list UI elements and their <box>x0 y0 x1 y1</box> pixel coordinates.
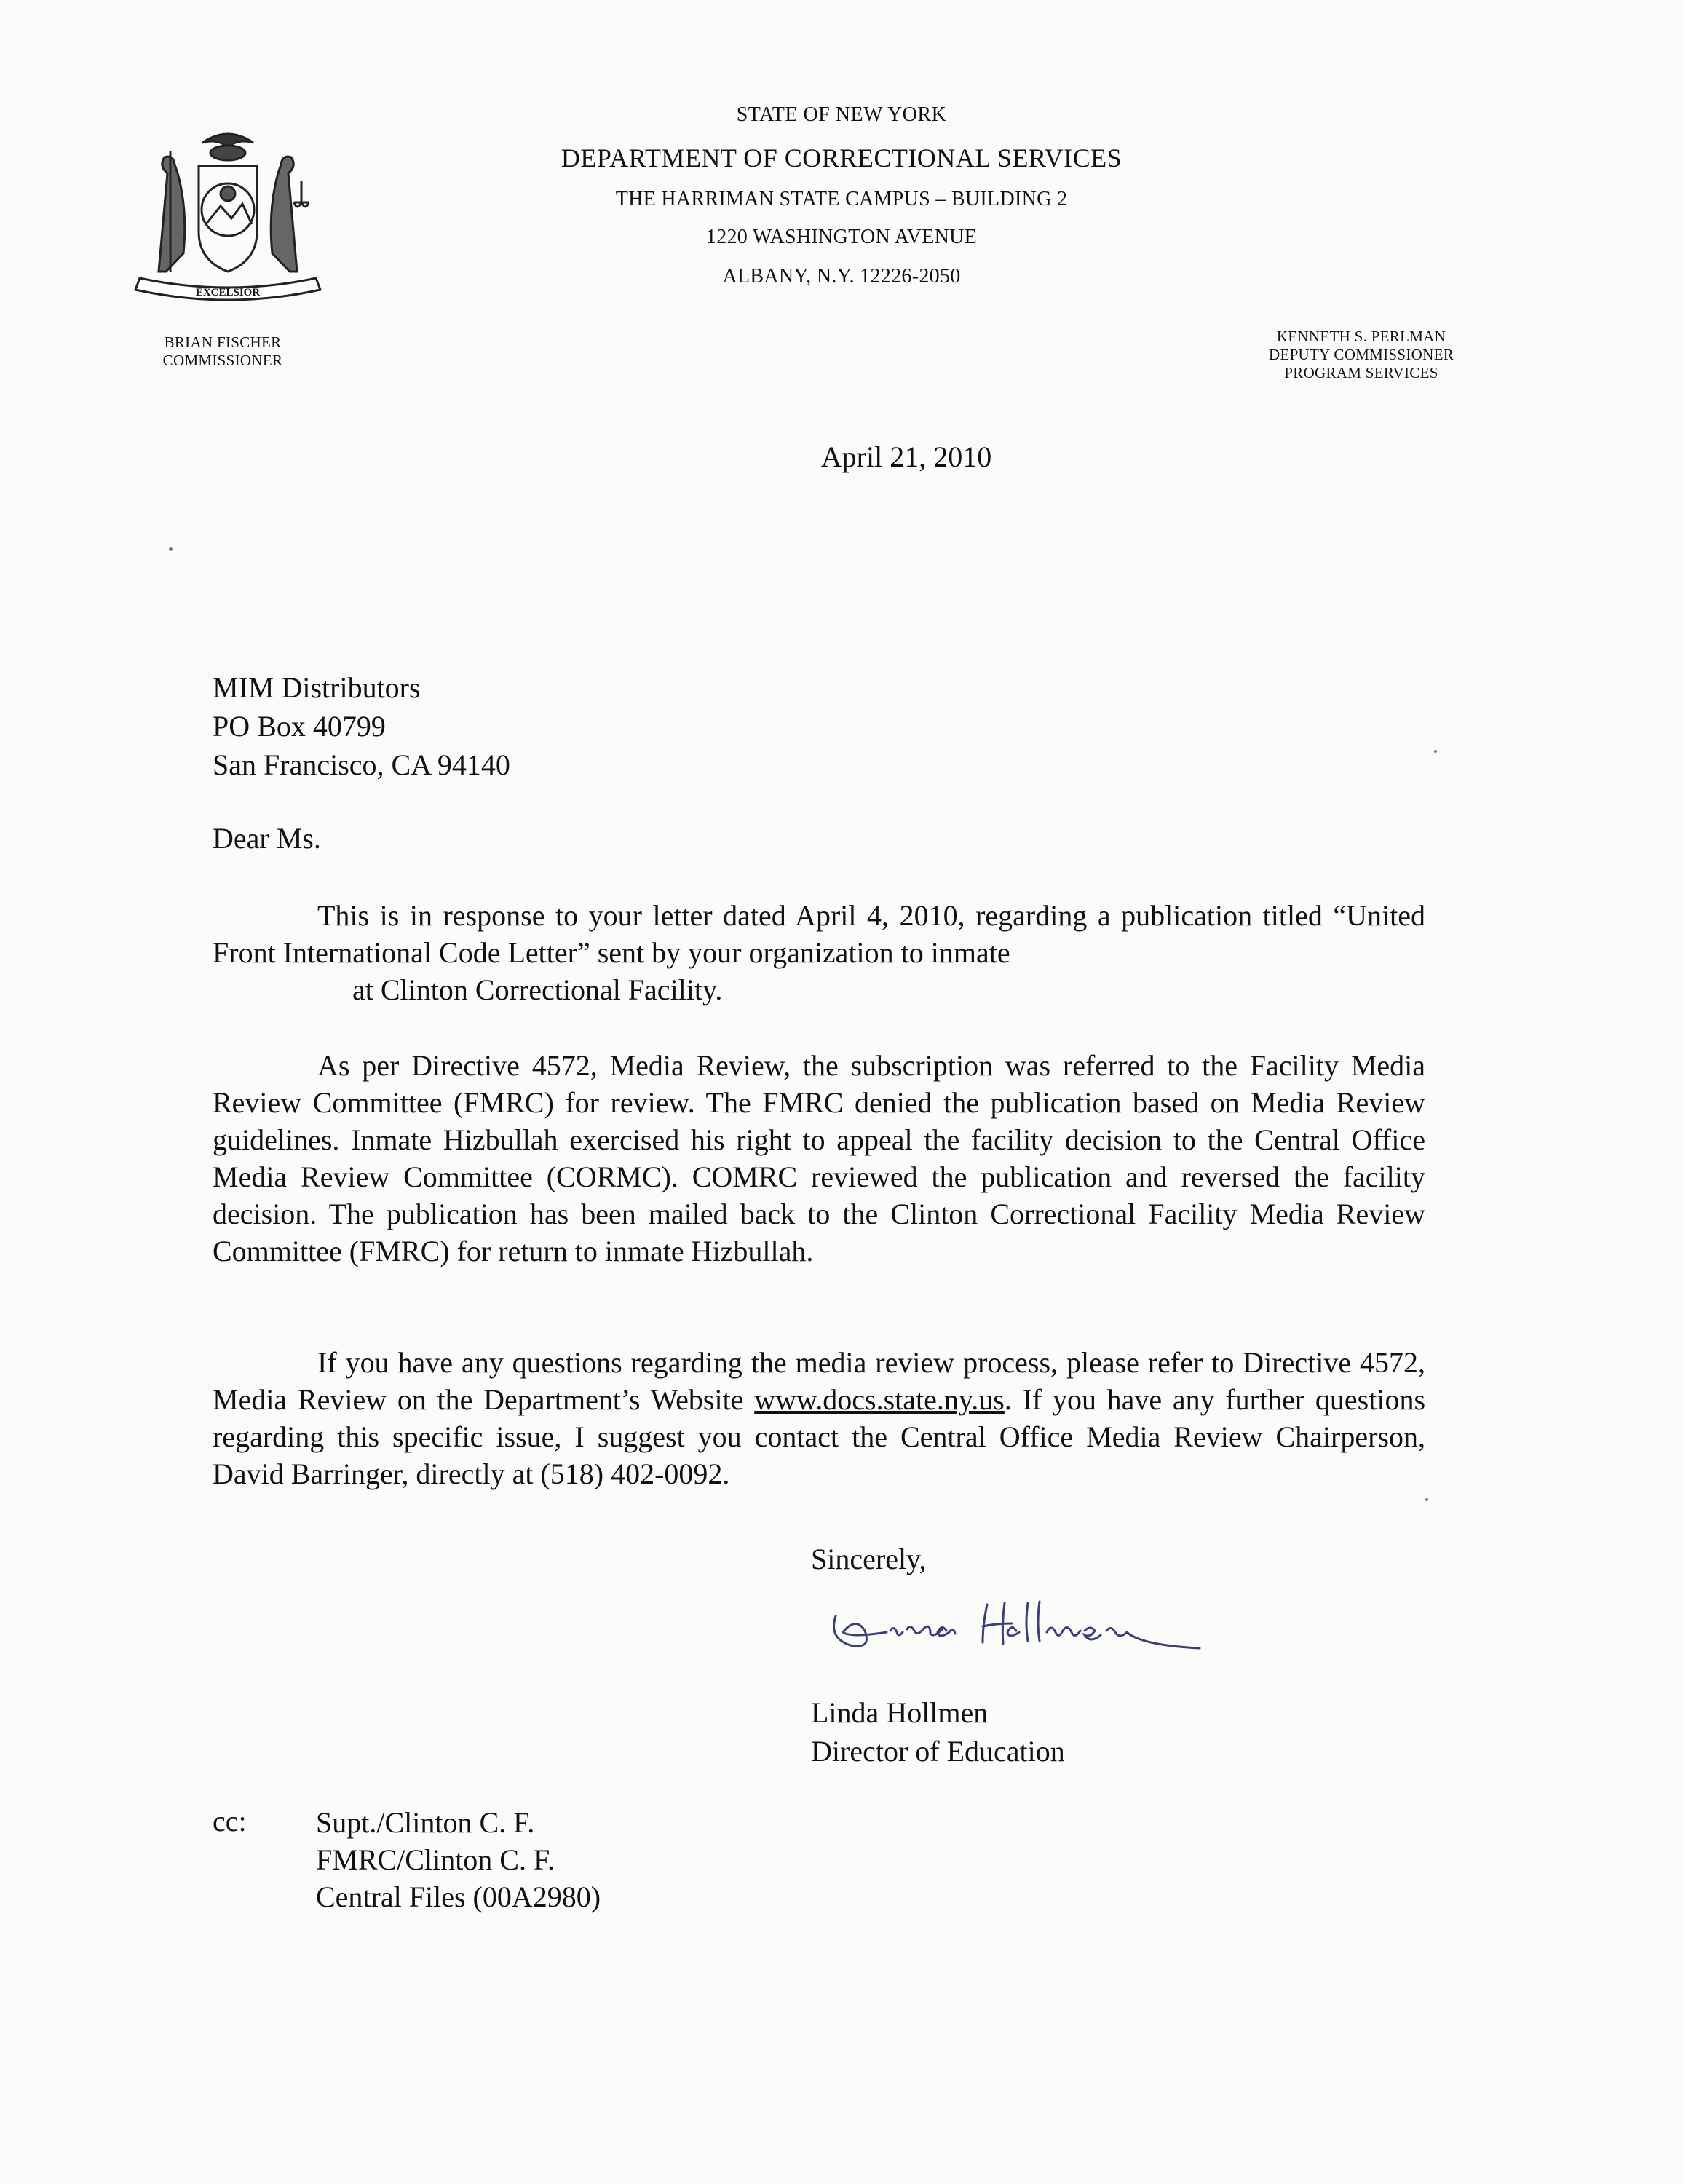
cc-list <box>316 1804 601 1915</box>
letterhead-state: STATE OF NEW YORK <box>736 103 947 126</box>
paragraph-3-text-b: . If you have any further questions regarding this specific issue, I suggest you contact the Central Office Media Review Chairperson, David Barringer, directly at (518) 402-0092. <box>213 1383 1426 1490</box>
paragraph-1 <box>213 897 1425 1008</box>
website-link[interactable]: www.docs.state.ny.us <box>754 1383 1005 1416</box>
letter-date: April 21, 2010 <box>820 440 992 473</box>
cc-item: Central Files (00A2980) <box>316 1880 601 1913</box>
right-official <box>1252 328 1470 382</box>
left-official-name: BRIAN FISCHER <box>164 333 282 351</box>
paragraph-2-text: As per Directive 4572, Media Review, the subscription was referred to the Facility Media Review Committee (FMRC) for review. The FMRC denied the publication based on Media Review guidelines. Inmate Hizbullah exercised his right to appeal the facility decision to the Central Office Media Review Committee (CORMC). COMRC reviewed the publication and reversed the facility decision. The publication has been mailed back to the Clinton Correctional Facility Media Review Committee (FMRC) for return to inmate Hizbullah. <box>213 1049 1425 1267</box>
paragraph-1-text-b: at Clinton Correctional Facility. <box>352 973 723 1006</box>
recipient-line-2: PO Box 40799 <box>213 710 386 743</box>
signer-title: Director of Education <box>811 1735 1065 1768</box>
salutation: Dear Ms. <box>213 822 321 855</box>
letterhead-city: ALBANY, N.Y. 12226-2050 <box>722 265 961 288</box>
closing: Sincerely, <box>811 1543 927 1575</box>
cc-item: FMRC/Clinton C. F. <box>316 1843 555 1876</box>
recipient-address <box>213 668 510 784</box>
scan-speck <box>1434 750 1437 753</box>
svg-text:EXCELSIOR: EXCELSIOR <box>195 287 261 298</box>
signer-name: Linda Hollmen <box>811 1696 989 1729</box>
right-official-name: KENNETH S. PERLMAN <box>1276 328 1446 345</box>
cc-label: cc: <box>213 1805 247 1837</box>
letterhead-campus: THE HARRIMAN STATE CAMPUS – BUILDING 2 <box>615 188 1068 210</box>
letterhead-street: 1220 WASHINGTON AVENUE <box>705 226 978 248</box>
paragraph-3 <box>213 1344 1425 1492</box>
cc-item: Supt./Clinton C. F. <box>316 1806 535 1839</box>
paragraph-2 <box>213 1047 1425 1270</box>
handwritten-signature <box>821 1587 1229 1667</box>
left-official <box>128 333 317 370</box>
scan-speck <box>1425 1498 1428 1501</box>
right-official-title-2: PROGRAM SERVICES <box>1284 364 1438 381</box>
left-official-title: COMMISSIONER <box>162 352 283 369</box>
letterhead-department: DEPARTMENT OF CORRECTIONAL SERVICES <box>561 143 1122 173</box>
recipient-line-1: MIM Distributors <box>213 671 421 704</box>
recipient-line-3: San Francisco, CA 94140 <box>213 748 510 781</box>
right-official-title-1: DEPUTY COMMISSIONER <box>1268 346 1454 363</box>
paragraph-3-text-a: If you have any questions regarding the media review process, please refer to Directive 4572, Media Review on the Department’s Website <box>213 1346 1425 1416</box>
paragraph-1-text-a: This is in response to your letter dated April 4, 2010, regarding a publication titled “United Front International Code Letter” sent by your organization to inmate <box>213 899 1425 969</box>
scan-speck <box>169 547 173 551</box>
signer-block <box>811 1693 1065 1770</box>
